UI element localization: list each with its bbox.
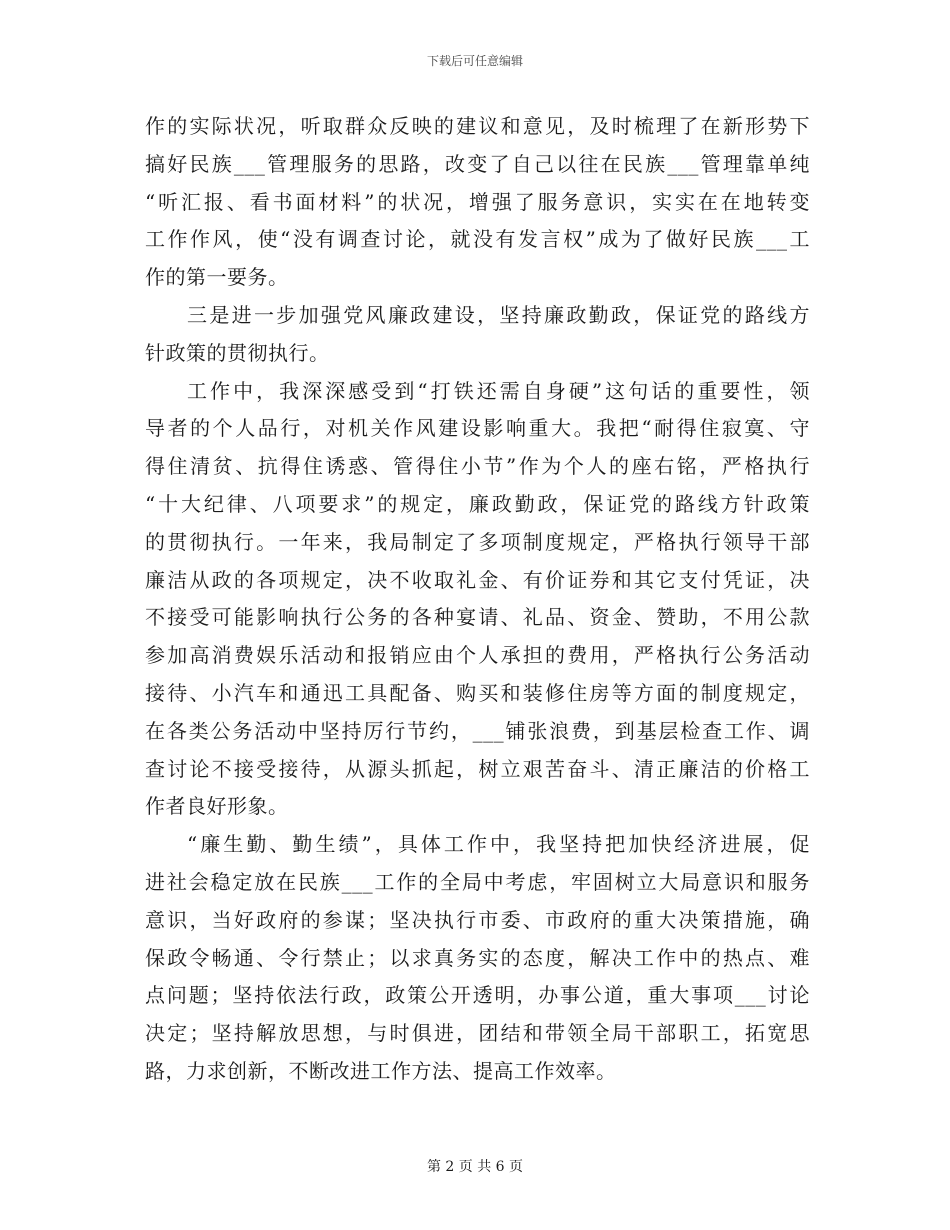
- text-line: 工作作风，使“没有调查讨论，就没有发言权”成为了做好民族___工: [145, 227, 810, 252]
- paragraph: [145, 108, 810, 297]
- page-footer: 第 2 页 共 6 页: [426, 1159, 524, 1175]
- text-line: “廉生勤、勤生绩”，具体工作中，我坚持把加快经济进展，促: [187, 832, 810, 857]
- text-line: 搞好民族___管理服务的思路，改变了自己以往在民族___管理靠单纯: [145, 151, 810, 176]
- text-line: 点问题；坚持依法行政，政策公开透明，办事公道，重大事项___讨论: [145, 983, 810, 1008]
- text-line: 的贯彻执行。一年来，我局制定了多项制度规定，严格执行领导干部: [145, 529, 810, 554]
- text-line: 廉洁从政的各项规定，决不收取礼金、有价证券和其它支付凭证，决: [145, 567, 810, 592]
- text-line: 作的第一要务。: [145, 265, 289, 290]
- page-header: 下载后可任意编辑: [426, 54, 523, 68]
- text-line: 导者的个人品行，对机关作风建设影响重大。我把“耐得住寂寞、守: [145, 416, 810, 441]
- text-line: 查讨论不接受接待，从源头抓起，树立艰苦奋斗、清正廉洁的价格工: [145, 756, 810, 781]
- text-line: 路，力求创新，不断改进工作方法、提高工作效率。: [145, 1058, 617, 1083]
- document-body: [145, 108, 810, 1091]
- text-line: 意识，当好政府的参谋；坚决执行市委、市政府的重大决策措施，确: [145, 907, 810, 932]
- text-line: 工作中，我深深感受到“打铁还需自身硬”这句话的重要性，领: [187, 378, 810, 403]
- text-line: 得住清贫、抗得住诱惑、管得住小节”作为个人的座右铭，严格执行: [145, 454, 810, 479]
- text-line: 三是进一步加强党风廉政建设，坚持廉政勤政，保证党的路线方: [187, 302, 810, 327]
- text-line: “十大纪律、八项要求”的规定，廉政勤政，保证党的路线方针政策: [145, 491, 810, 516]
- text-line: 在各类公务活动中坚持厉行节约，___铺张浪费，到基层检查工作、调: [145, 718, 810, 743]
- paragraph: [145, 297, 810, 373]
- text-line: 接待、小汽车和通迅工具配备、购买和装修住房等方面的制度规定，: [145, 680, 810, 705]
- text-line: 保政令畅通、令行禁止；以求真务实的态度，解决工作中的热点、难: [145, 945, 810, 970]
- text-line: 作的实际状况，听取群众反映的建议和意见，及时梳理了在新形势下: [145, 114, 810, 138]
- text-line: 不接受可能影响执行公务的各种宴请、礼品、资金、赞助，不用公款: [145, 605, 810, 630]
- text-line: 作者良好形象。: [145, 794, 289, 819]
- text-line: 决定；坚持解放思想，与时俱进，团结和带领全局干部职工，拓宽思: [145, 1021, 810, 1046]
- paragraph: [145, 373, 810, 827]
- text-line: 进社会稳定放在民族___工作的全局中考虑，牢固树立大局意识和服务: [145, 869, 810, 894]
- text-line: “听汇报、看书面材料”的状况，增强了服务意识，实实在在地转变: [145, 189, 810, 214]
- text-line: 针政策的贯彻执行。: [145, 340, 330, 365]
- text-line: 参加高消费娱乐活动和报销应由个人承担的费用，严格执行公务活动: [145, 643, 810, 668]
- paragraph: [145, 826, 810, 1091]
